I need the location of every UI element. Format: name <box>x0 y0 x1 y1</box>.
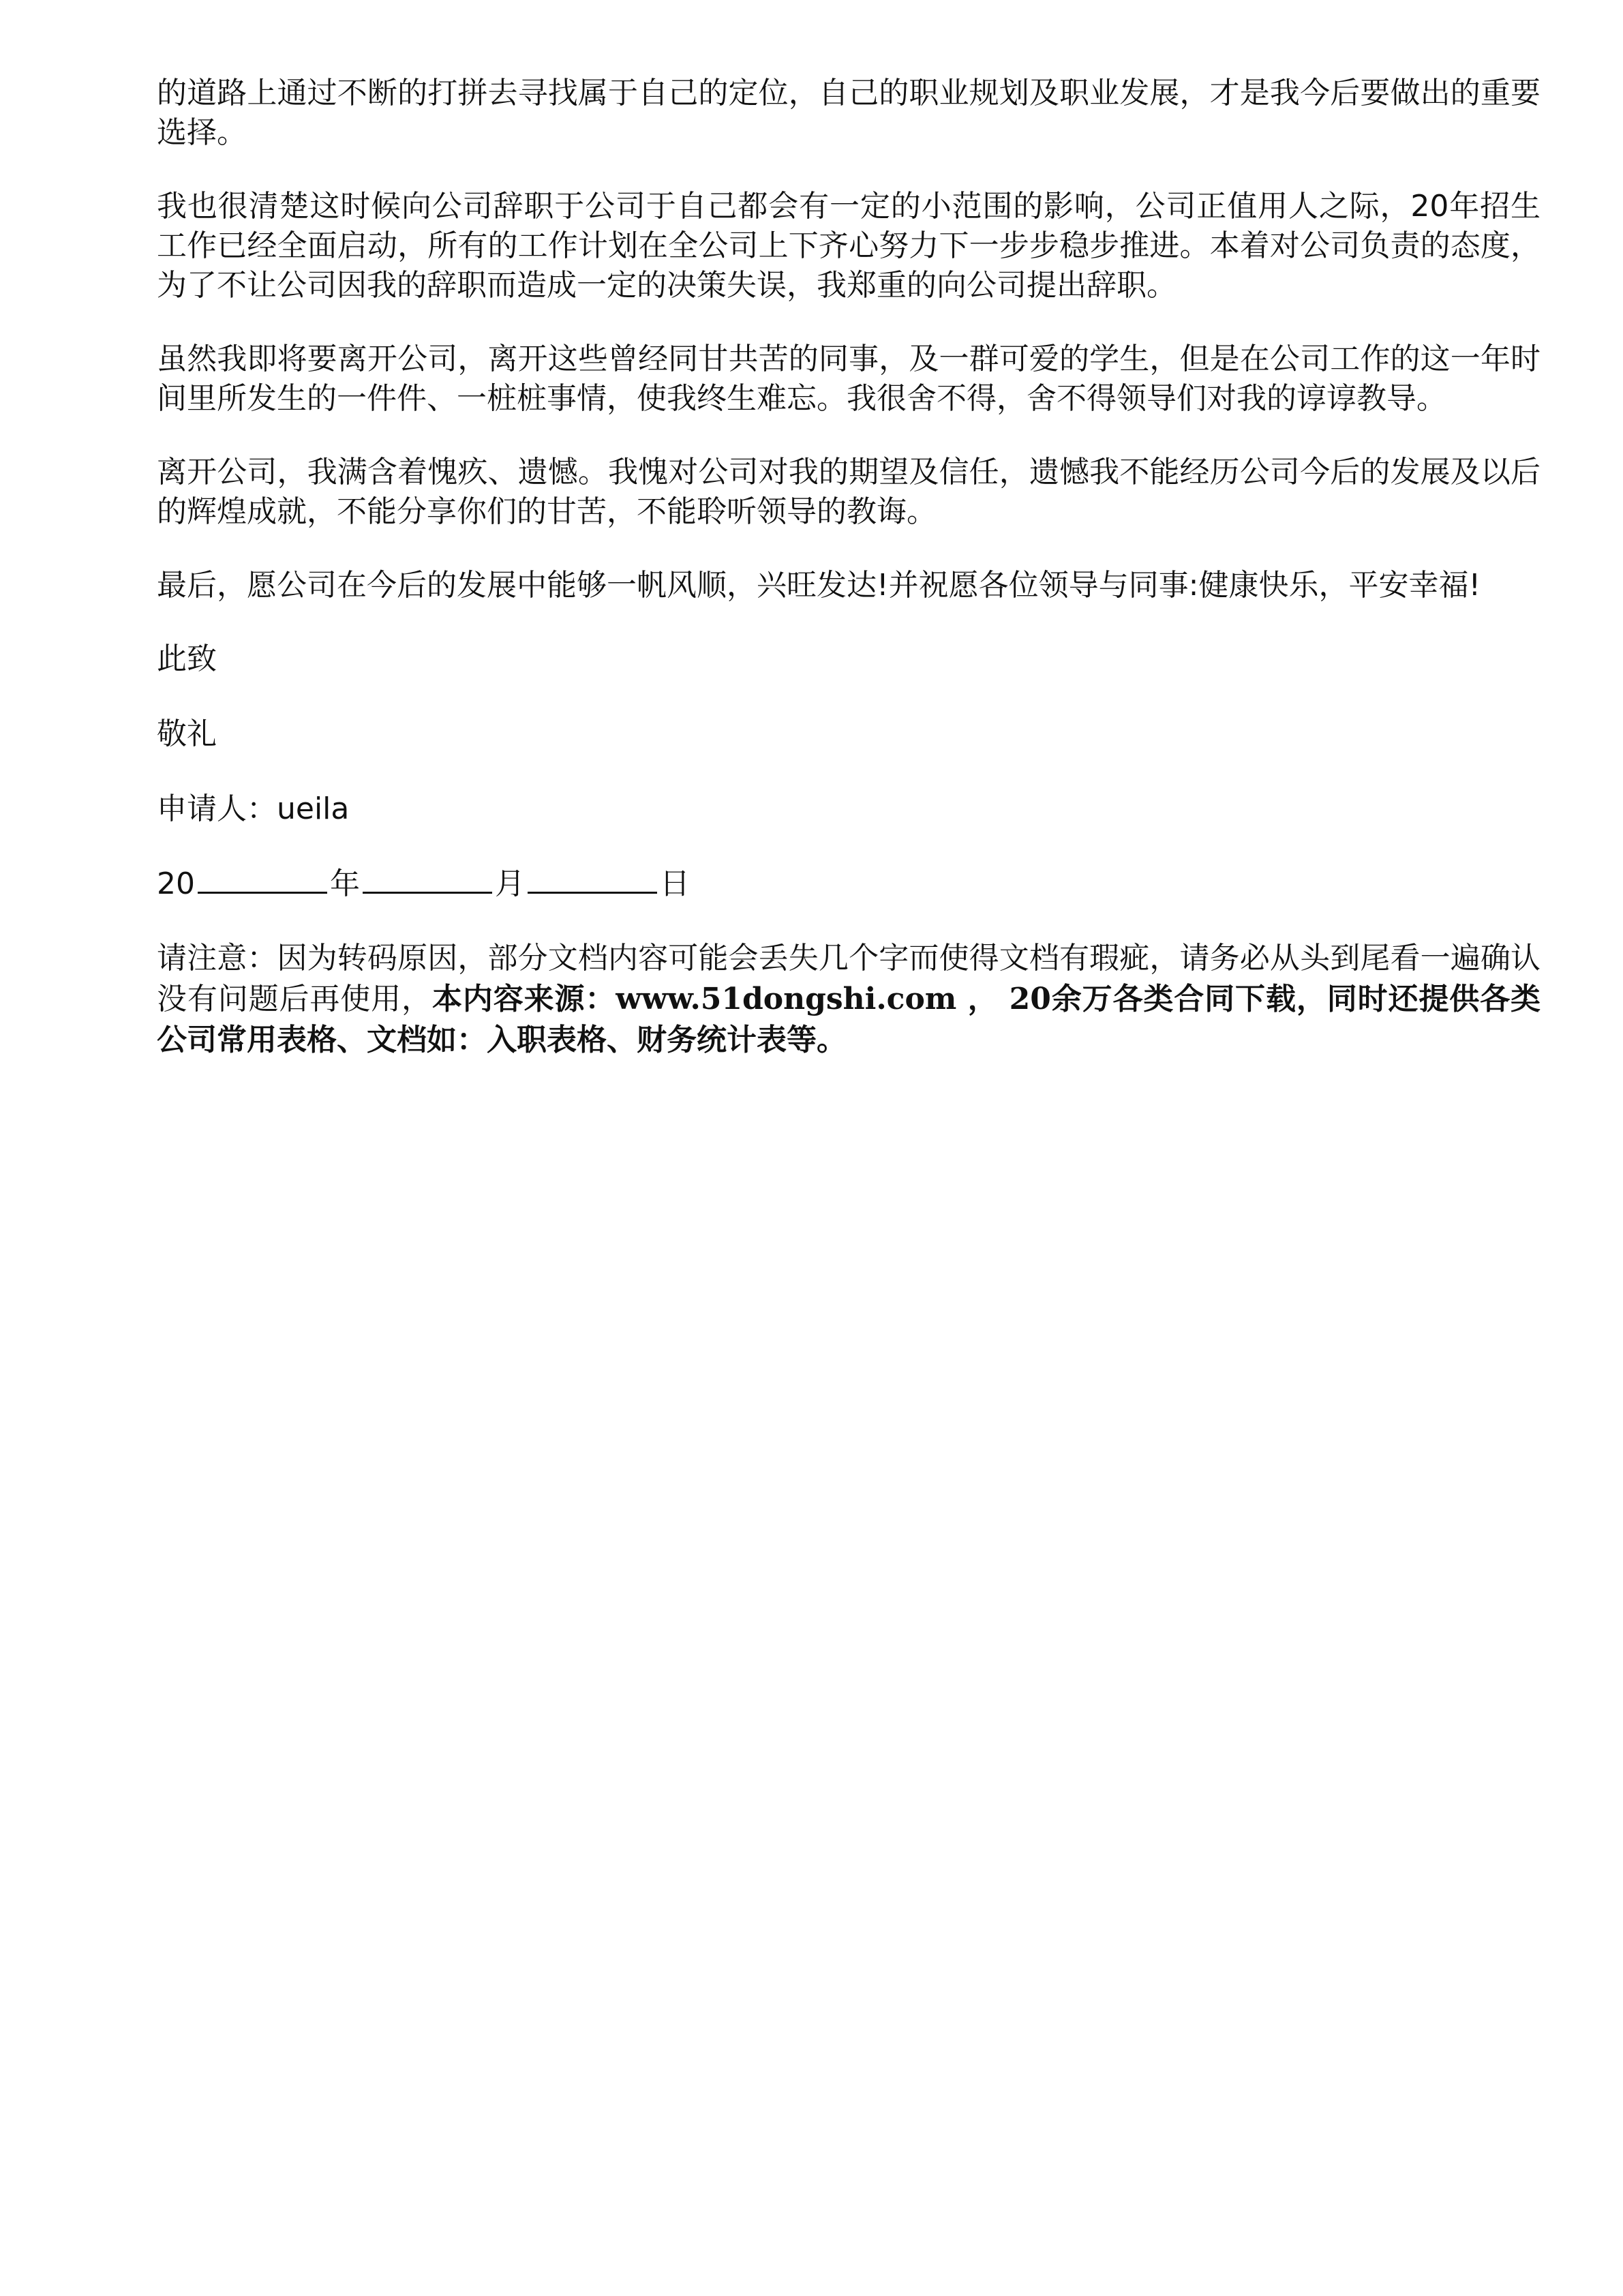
applicant-signature: 申请人：ueila <box>157 791 350 826</box>
day-blank <box>528 864 657 894</box>
date-day-label: 日 <box>660 866 690 901</box>
paragraph-3: 虽然我即将要离开公司，离开这些曾经同甘共苦的同事，及一群可爱的学生，但是在公司工作的这一年时间里所发生的一件件、一桩桩事情，使我终生难忘。我很舍不得，舍不得领导们对我的谆谆教导。 <box>157 342 1541 416</box>
notice-source-text: 本内容来源：www.51dongshi.com ， 20余万各类合同下载，同时还提供各类公司常用表格、文档如：入职表格、财务统计表等。 <box>157 982 1541 1057</box>
paragraph-4: 离开公司，我满含着愧疚、遗憾。我愧对公司对我的期望及信任，遗憾我不能经历公司今后的发展及以后的辉煌成就，不能分享你们的甘苦，不能聆听领导的教诲。 <box>157 455 1541 529</box>
paragraph-2: 我也很清楚这时候向公司辞职于公司于自己都会有一定的小范围的影响，公司正值用人之际，20年招生工作已经全面启动，所有的工作计划在全公司上下齐心努力下一步步稳步推进。本着对公司负责的态度，为了不让公司因我的辞职而造成一定的决策失误，我郑重的向公司提出辞职。 <box>157 189 1541 303</box>
paragraph-1: 的道路上通过不断的打拼去寻找属于自己的定位，自己的职业规划及职业发展，才是我今后要做出的重要选择。 <box>157 76 1541 150</box>
closing-salutation: 此致 <box>157 641 217 676</box>
closing-respect: 敬礼 <box>157 716 217 751</box>
letter-body <box>157 74 1541 1061</box>
month-blank <box>363 864 492 894</box>
date-line <box>157 864 1541 904</box>
paragraph-5: 最后，愿公司在今后的发展中能够一帆风顺，兴旺发达!并祝愿各位领导与同事:健康快乐，平安幸福! <box>157 568 1481 603</box>
date-month-label: 月 <box>495 866 525 901</box>
source-notice <box>157 938 1541 1061</box>
year-blank <box>198 864 327 894</box>
date-prefix: 20 <box>157 866 195 901</box>
date-year-label: 年 <box>330 866 360 901</box>
notice-text: 请注意：因为转码原因，部分文档内容可能会丢失几个字而使得文档有瑕疵，请务必从头到尾看一遍确认没有问题后再使用， <box>157 941 1541 1016</box>
